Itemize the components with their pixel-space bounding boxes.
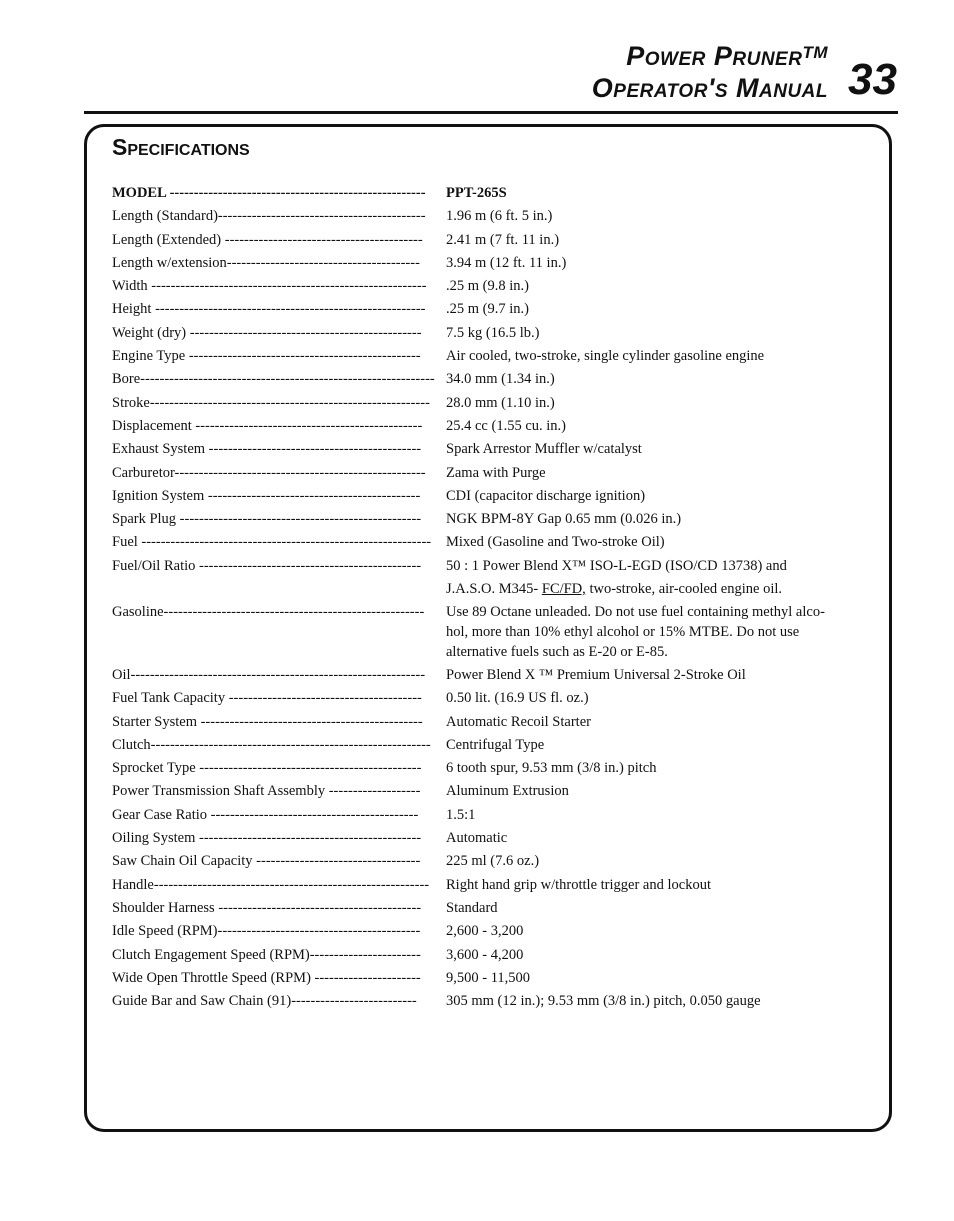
header-title-line1: Power Pruner™ xyxy=(626,41,828,71)
spec-row xyxy=(112,687,872,710)
spec-value xyxy=(446,920,872,943)
spec-label: Clutch---------------------------------------------------------- xyxy=(112,736,431,753)
spec-row xyxy=(112,990,872,1013)
spec-label: Length w/extension---------------------------------------- xyxy=(112,254,420,271)
spec-row xyxy=(112,967,872,990)
spec-value xyxy=(446,368,872,391)
spec-value-line: Centrifugal Type xyxy=(446,736,545,753)
spec-value-line: 7.5 kg (16.5 lb.) xyxy=(446,324,540,341)
spec-value-line: .25 m (9.7 in.) xyxy=(446,301,529,318)
spec-value xyxy=(446,687,872,710)
spec-label: Height -------------------------------------------------------- xyxy=(112,301,426,318)
spec-row xyxy=(112,874,872,897)
spec-value xyxy=(446,508,872,531)
spec-label: Displacement ----------------------------------------------- xyxy=(112,417,423,434)
spec-row xyxy=(112,322,872,345)
spec-value xyxy=(446,438,872,461)
spec-value xyxy=(446,462,872,485)
spec-row xyxy=(112,415,872,438)
spec-value xyxy=(446,967,872,990)
section-title: Specifications xyxy=(112,134,250,160)
spec-row xyxy=(112,485,872,508)
spec-value xyxy=(446,298,872,321)
spec-value-line: 9,500 - 11,500 xyxy=(446,969,531,986)
spec-value xyxy=(446,711,872,734)
spec-label: Handle--------------------------------------------------------- xyxy=(112,876,430,893)
spec-label: Shoulder Harness ------------------------------------------ xyxy=(112,899,422,916)
spec-value xyxy=(446,780,872,803)
spec-value xyxy=(446,485,872,508)
spec-row xyxy=(112,850,872,873)
spec-value-line: Automatic xyxy=(446,830,508,847)
spec-row xyxy=(112,827,872,850)
spec-row xyxy=(112,531,872,554)
spec-row xyxy=(112,229,872,252)
spec-value-line: 2.41 m (7 ft. 11 in.) xyxy=(446,231,560,248)
spec-value-line: Standard xyxy=(446,899,498,916)
spec-label: Gasoline------------------------------------------------------ xyxy=(112,604,425,621)
spec-label: Engine Type ------------------------------------------------ xyxy=(112,348,421,365)
spec-value xyxy=(446,392,872,415)
spec-value xyxy=(446,182,872,205)
spec-label: Oil------------------------------------------------------------- xyxy=(112,666,426,683)
spec-row xyxy=(112,664,872,687)
spec-row xyxy=(112,392,872,415)
spec-label: Gear Case Ratio ------------------------------------------- xyxy=(112,806,419,823)
spec-label: Idle Speed (RPM)------------------------------------------ xyxy=(112,923,421,940)
spec-value-line: .25 m (9.8 in.) xyxy=(446,278,529,295)
spec-value-line: Spark Arrestor Muffler w/catalyst xyxy=(446,441,642,458)
spec-label: Stroke---------------------------------------------------------- xyxy=(112,394,430,411)
spec-row xyxy=(112,182,872,205)
spec-row xyxy=(112,252,872,275)
spec-value xyxy=(446,734,872,757)
spec-value xyxy=(446,531,872,554)
spec-value xyxy=(446,275,872,298)
spec-label: Bore------------------------------------------------------------- xyxy=(112,371,435,388)
spec-row xyxy=(112,601,872,664)
spec-value-line: 305 mm (12 in.); 9.53 mm (3/8 in.) pitch, 0.050 gauge xyxy=(446,993,761,1010)
spec-row xyxy=(112,711,872,734)
spec-row xyxy=(112,508,872,531)
spec-value xyxy=(446,415,872,438)
spec-value xyxy=(446,555,872,602)
spec-row xyxy=(112,757,872,780)
spec-label: Starter System ---------------------------------------------- xyxy=(112,713,423,730)
spec-row xyxy=(112,944,872,967)
spec-value-line: Right hand grip w/throttle trigger and lockout xyxy=(446,876,711,893)
spec-label: Wide Open Throttle Speed (RPM) ---------------------- xyxy=(112,969,421,986)
spec-value-line: 28.0 mm (1.10 in.) xyxy=(446,394,555,411)
spec-row xyxy=(112,368,872,391)
spec-value-line: 1.5:1 xyxy=(446,806,476,823)
spec-value xyxy=(446,804,872,827)
spec-row xyxy=(112,780,872,803)
spec-value-line: hol, more than 10% ethyl alcohol or 15% MTBE. Do not use xyxy=(446,623,800,640)
spec-row xyxy=(112,920,872,943)
spec-label: Guide Bar and Saw Chain (91)-------------------------- xyxy=(112,993,417,1010)
spec-row xyxy=(112,804,872,827)
spec-label: Spark Plug -------------------------------------------------- xyxy=(112,511,422,528)
spec-value xyxy=(446,601,872,664)
spec-value-line: Automatic Recoil Starter xyxy=(446,713,591,730)
spec-label: Weight (dry) ------------------------------------------------ xyxy=(112,324,422,341)
spec-label: Fuel ------------------------------------------------------------ xyxy=(112,534,432,551)
spec-value-line: Zama with Purge xyxy=(446,464,546,481)
spec-label: Fuel Tank Capacity ---------------------------------------- xyxy=(112,690,422,707)
spec-value-line: Mixed (Gasoline and Two-stroke Oil) xyxy=(446,534,665,551)
spec-value-line: Aluminum Extrusion xyxy=(446,783,569,800)
spec-label: MODEL ----------------------------------------------------- xyxy=(112,185,426,201)
spec-value-line: 0.50 lit. (16.9 US fl. oz.) xyxy=(446,690,589,707)
spec-value xyxy=(446,757,872,780)
spec-row xyxy=(112,462,872,485)
spec-label: Length (Extended) ----------------------------------------- xyxy=(112,231,423,248)
spec-value-line: 25.4 cc (1.55 cu. in.) xyxy=(446,417,566,434)
spec-label: Ignition System -------------------------------------------- xyxy=(112,487,421,504)
spec-value-line: CDI (capacitor discharge ignition) xyxy=(446,487,646,504)
spec-label: Power Transmission Shaft Assembly ------------------- xyxy=(112,783,421,800)
spec-value xyxy=(446,897,872,920)
spec-label: Length (Standard)------------------------------------------- xyxy=(112,208,426,225)
spec-value-line: 3.94 m (12 ft. 11 in.) xyxy=(446,254,567,271)
spec-label: Sprocket Type ---------------------------------------------- xyxy=(112,760,422,777)
spec-value xyxy=(446,252,872,275)
spec-row xyxy=(112,298,872,321)
spec-row xyxy=(112,438,872,461)
spec-value xyxy=(446,229,872,252)
spec-label: Fuel/Oil Ratio ---------------------------------------------- xyxy=(112,557,422,574)
spec-value xyxy=(446,345,872,368)
spec-label: Saw Chain Oil Capacity ---------------------------------- xyxy=(112,853,421,870)
spec-value xyxy=(446,664,872,687)
trademark-mark: TM xyxy=(802,43,828,62)
spec-value xyxy=(446,990,872,1013)
spec-label: Carburetor---------------------------------------------------- xyxy=(112,464,426,481)
header-title-line2: Operator's Manual xyxy=(591,73,828,103)
specifications-list xyxy=(112,182,872,1013)
spec-value-line: Power Blend X ™ Premium Universal 2-Stroke Oil xyxy=(446,666,746,683)
spec-label: Clutch Engagement Speed (RPM)----------------------- xyxy=(112,946,421,963)
spec-label: Width --------------------------------------------------------- xyxy=(112,278,427,295)
spec-value-line: PPT-265S xyxy=(446,185,507,201)
spec-value-line: 225 ml (7.6 oz.) xyxy=(446,853,540,870)
spec-value-line: J.A.S.O. M345- FC/FD, two-stroke, air-cooled engine oil. xyxy=(446,581,783,598)
spec-value-line: 6 tooth spur, 9.53 mm (3/8 in.) pitch xyxy=(446,760,657,777)
spec-label: Exhaust System -------------------------------------------- xyxy=(112,441,422,458)
spec-value-line: 3,600 - 4,200 xyxy=(446,946,524,963)
spec-row xyxy=(112,555,872,602)
spec-row xyxy=(112,345,872,368)
spec-value xyxy=(446,827,872,850)
spec-value-line: Use 89 Octane unleaded. Do not use fuel containing methyl alco- xyxy=(446,604,825,621)
page-number: 33 xyxy=(848,55,897,104)
spec-value-line: alternative fuels such as E-20 or E-85. xyxy=(446,643,668,660)
header-divider xyxy=(84,111,898,114)
spec-label: Oiling System ---------------------------------------------- xyxy=(112,830,422,847)
spec-value-line: 50 : 1 Power Blend X™ ISO-L-EGD (ISO/CD 13738) and xyxy=(446,557,787,574)
spec-value-line: 1.96 m (6 ft. 5 in.) xyxy=(446,208,553,225)
spec-row xyxy=(112,275,872,298)
spec-value-line: 34.0 mm (1.34 in.) xyxy=(446,371,555,388)
spec-value xyxy=(446,944,872,967)
spec-value-line: Air cooled, two-stroke, single cylinder gasoline engine xyxy=(446,348,765,365)
spec-value-line: NGK BPM-8Y Gap 0.65 mm (0.026 in.) xyxy=(446,511,682,528)
spec-row xyxy=(112,734,872,757)
spec-value xyxy=(446,322,872,345)
spec-row xyxy=(112,897,872,920)
spec-value xyxy=(446,850,872,873)
spec-value xyxy=(446,205,872,228)
spec-row xyxy=(112,205,872,228)
spec-value xyxy=(446,874,872,897)
spec-value-line: 2,600 - 3,200 xyxy=(446,923,524,940)
